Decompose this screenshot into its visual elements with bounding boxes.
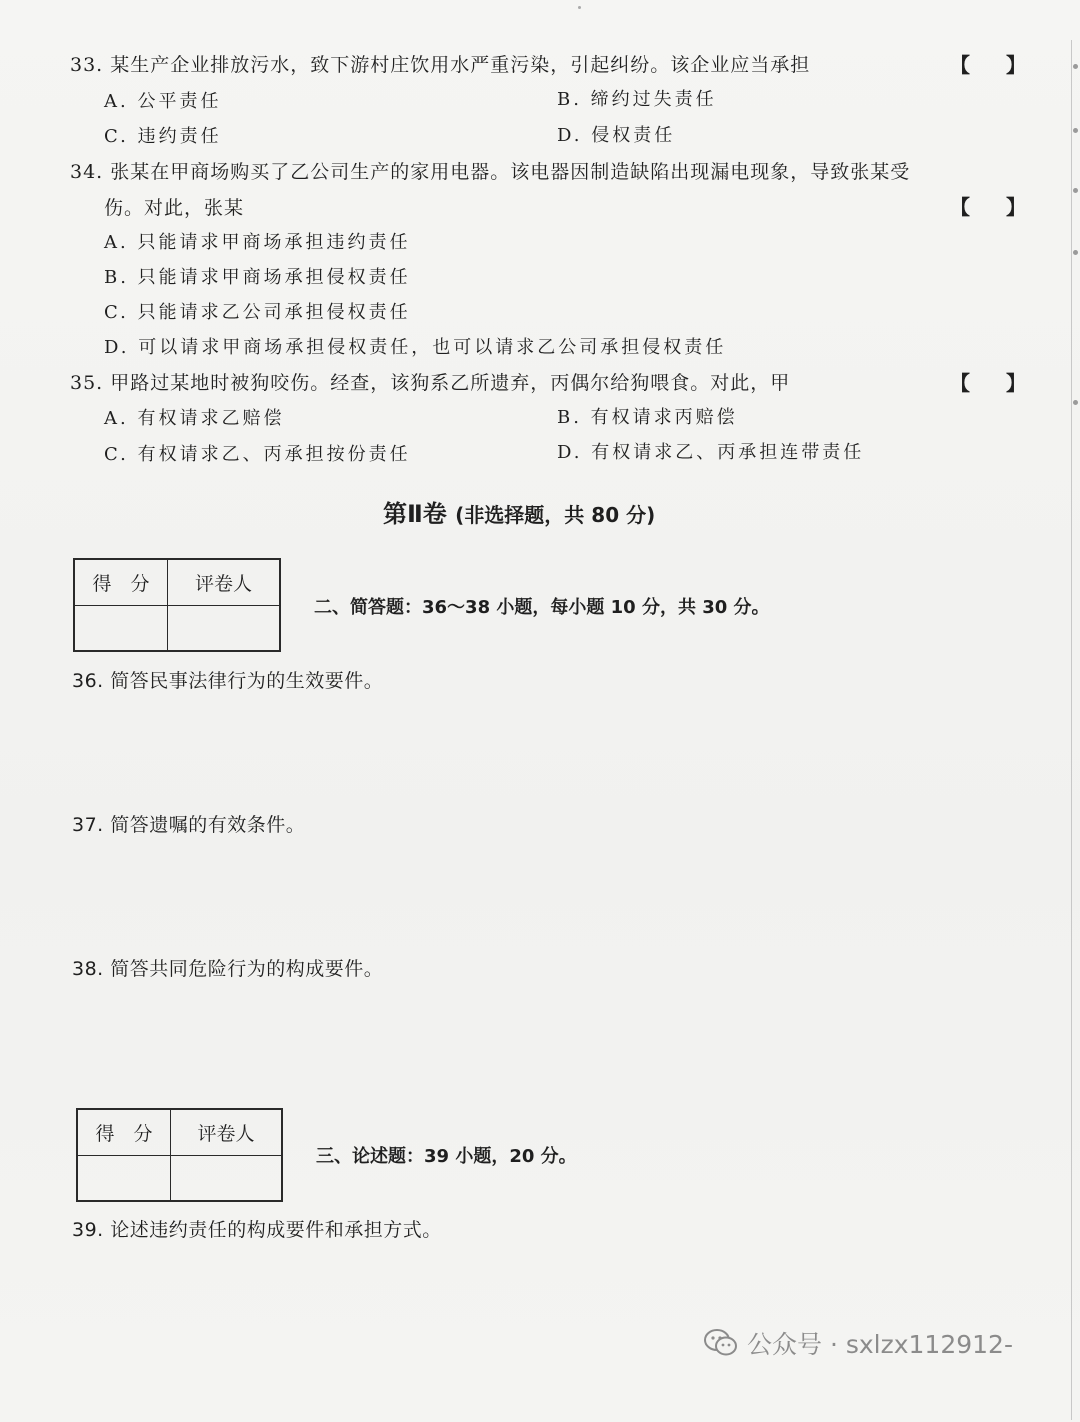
- question-34-option-d: D. 可以请求甲商场承担侵权责任，也可以请求乙公司承担侵权责任: [104, 337, 727, 358]
- question-35-option-b: B. 有权请求丙赔偿: [557, 407, 738, 428]
- grader-header: 评卷人: [171, 1109, 283, 1155]
- question-35-option-a: A. 有权请求乙赔偿: [104, 408, 285, 429]
- score-header: 得 分: [77, 1109, 171, 1155]
- grader-header: 评卷人: [168, 559, 281, 605]
- question-34-option-a: A. 只能请求甲商场承担违约责任: [104, 232, 411, 253]
- part-2-title-main: 第Ⅱ卷: [383, 500, 447, 528]
- question-36: 36. 简答民事法律行为的生效要件。: [72, 670, 384, 692]
- page-edge-line: [1071, 40, 1072, 1420]
- binding-dot: [1073, 250, 1078, 255]
- question-37: 37. 简答遗嘱的有效条件。: [72, 814, 306, 836]
- question-35-option-d: D. 有权请求乙、丙承担连带责任: [557, 442, 865, 463]
- question-34-stem-cont: 伤。对此，张某: [104, 197, 245, 219]
- binding-dot: [1073, 64, 1078, 69]
- question-38: 38. 简答共同危险行为的构成要件。: [72, 958, 384, 980]
- score-cell[interactable]: [77, 1155, 171, 1201]
- part-2-subtitle: (非选择题，共 80 分): [455, 503, 656, 527]
- part-2-title: [383, 494, 655, 529]
- wechat-icon: [703, 1325, 739, 1361]
- score-cell[interactable]: [74, 605, 168, 651]
- question-33-option-a: A. 公平责任: [104, 91, 222, 112]
- binding-dot: [1073, 188, 1078, 193]
- grader-cell[interactable]: [168, 605, 281, 651]
- binding-dot: [1073, 128, 1078, 133]
- answer-bracket-35: 【 】: [950, 371, 1026, 395]
- answer-bracket-33: 【 】: [950, 53, 1026, 77]
- question-33-option-d: D. 侵权责任: [557, 125, 676, 146]
- question-34-option-b: B. 只能请求甲商场承担侵权责任: [104, 267, 411, 288]
- question-34-option-c: C. 只能请求乙公司承担侵权责任: [104, 302, 411, 323]
- score-table-section-2: [73, 558, 281, 652]
- question-35-option-c: C. 有权请求乙、丙承担按份责任: [104, 444, 411, 465]
- question-33-option-b: B. 缔约过失责任: [557, 89, 717, 110]
- watermark: [703, 1325, 1013, 1361]
- question-33-option-c: C. 违约责任: [104, 126, 222, 147]
- binding-dot: [1073, 400, 1078, 405]
- watermark-text: 公众号 · sxlzx112912-: [747, 1330, 1013, 1359]
- section-2-heading: 二、简答题：36～38 小题，每小题 10 分，共 30 分。: [314, 597, 770, 618]
- scan-dot: [578, 6, 581, 9]
- score-header: 得 分: [74, 559, 168, 605]
- section-3-heading: 三、论述题：39 小题，20 分。: [316, 1146, 577, 1167]
- question-35-stem: 35. 甲路过某地时被狗咬伤。经查，该狗系乙所遗弃，丙偶尔给狗喂食。对此，甲: [70, 372, 791, 394]
- question-39: 39. 论述违约责任的构成要件和承担方式。: [72, 1219, 442, 1241]
- grader-cell[interactable]: [171, 1155, 283, 1201]
- answer-bracket-34: 【 】: [950, 195, 1026, 219]
- question-34-stem: 34. 张某在甲商场购买了乙公司生产的家用电器。该电器因制造缺陷出现漏电现象，导致张某受: [70, 161, 911, 183]
- question-33-stem: 33. 某生产企业排放污水，致下游村庄饮用水严重污染，引起纠纷。该企业应当承担: [70, 54, 811, 76]
- score-table-section-3: [76, 1108, 283, 1202]
